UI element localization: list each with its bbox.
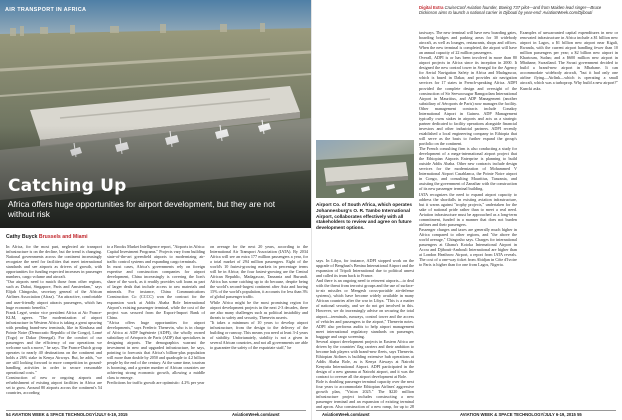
footer-left [6, 412, 128, 417]
byline [6, 234, 88, 240]
article-deck: Africa offers huge opportunities for airport development, but they are not without risk [8, 199, 276, 220]
footer-url-right[interactable]: AviationWeek.com/awst [322, 412, 370, 417]
footer-rule-left [6, 410, 306, 411]
footer-right [460, 412, 582, 417]
body-column-4-bottom: says. In Libya, for instance, ADPI stopped work on the upgrade of Benghazi's Benina International Airport and the expansion of Tripoli International due to political unrest and called its team back to France. And there is an ongoing need to reinvent airports—to deal with the threat from terrorist groups and the use of surface-to-air missiles or Mengesh cross-portable air-defense systems), which have become widely available in many African countries after the war in Libya. "This is a matter of national security, and we do not get involved in this. However, we do increasingly advise on securing the total airport—terminals, runways, control tower and the access of vehicles and passengers to the airport," Thenevin notes. ADPI also performs audits to help airport management meet international regulatory standards on passenger, baggage and cargo screening. Several airport development projects in Eastern Africa are driven by the countries' flag carriers and their ambition to become hub players with brand-new fleets, says Thenevin. Ethiopian Airlines is building extensive hub operations at Addis Ababa Bole, as is Kenya Airways at Nairobi Kenyatta International Airport. ADPI participated in the design of a new gamma at Nairobi airport, and it was the contract to oversee all the airport development at Bole. Bole is doubling passenger terminal capacity over the next four years to accommodate Ethiopian Airlines' aggressive growth plan, "Vision 2025." The $220 million infrastructure project includes constructing a new passenger terminal and an expansion of existing terminal and apron. Also construction of a new ramp, for up to 28 [316, 258, 414, 410]
page-number-right: 55 [577, 412, 582, 417]
photo-caption: Airport Co. of South Africa, which operates Johannesburg's O. R. Tambo International Airport, collaborates effectively with all stakeholders to review and agree on future development options. [316, 202, 412, 231]
page-number-left: 54 [6, 412, 11, 417]
section-tag: AIR TRANSPORT IN AFRICA [5, 7, 87, 13]
magazine-credit-right: AVIATION WEEK & SPACE TECHNOLOGY/JULY 6-19, 2015 [460, 412, 576, 417]
body-column-2: to a Brooks Market Intelligence report, "Airports in Africa: Capital Investment Programs." Projects vary from building state-of-the-art greenfield airports to modernizing air-traffic control systems and expanding cargo terminals. In most cases, Africa's governments rely on foreign expertise and construction companies for airport development, China increasingly is covering the lion's share of the work, as it readily provides soft loans as part of larger deals that include access to raw materials and minerals. For instance, China Communications Construction Co (CCCC) won the contract for the expansion work at Addis Ababa Bole International Airport's existing passenger terminal, while the cost of the project was secured from the Export-Import Bank of China. "Africa offers huge opportunities for airport developments," says Frederic Thenevin, who is in charge of Africa at ADP Ingénierie (ADPI), the wholly owned subsidiary of Aéroports de Paris (ADP) that specializes in designing airports. The demographics warrant the investment in new and upgraded infrastructure, he says, pointing to forecasts that Africa's billion-plus population will more than double by 2050 and quadruple to 4.2 billion people by the end of the century. At the same time, tourism is booming, and a greater number of African countries are achieving strong economic growth, allowing a middle class to emerge. Predictions for traffic growth are optimistic: 4.2% per year [107, 244, 205, 386]
body-column-5: taxiways. The new terminal will have new boarding gates, boarding bridges and parking areas for 30 widebody aircraft, as well as lounges, restaurants, shops and offices. When the new terminal is completed, the airport will have an annual capacity of 22 million passengers. Overall, ADPI is or has been involved in more than 80 airport projects in Africa since its inception in 2000. It designed the new control tower in Senegal for the Agency for Aerial Navigation Safety in Africa and Madagascar, which is based in Dakar, and provides air navigation services for 17 states in French-speaking Africa. ADPI provided the complete design and oversight of the construction of Sir Seewoosagur Ramgoolam International Airport in Mauritius, and ADP Management (another subsidiary of Aéroports de Paris) now manages the facility. Other management contracts include Conakry International Airport in Guinea. ADP Management typically owns stakes in airports and acts as a strategic partner dedicated to facility operations alongside financial investors and other industrial partners. ADPI recently established a local engineering company in Ethiopia that will serve as the basis to further expand the group's portfolio on the continent. The French consulting firm is also conducting a study for development of a mega-international airport project that the Ethiopian Airports Enterprise is planning to build outside Addis Ababa. Other new contracts include design services for the modernization of Mohammed V International Airport Casablanca, the Pointe Noire airport in Congo, and consulting Mauritius, Tanzania, and assisting the government of Zanzibar with the construction of its new passenger terminal building. IATA recognizes the need to expand airport capacity to address the shortfalls in existing aviation infrastructure, but it warns against "trophy projects," undertaken for the sake of national pride rather than to meet a real need. Aviation infrastructure must be approached as a long-term commitment, funded in a manner that does not burden airlines and their passengers. Passenger charges and taxes are generally much higher in Africa compared to other regions, and "the above the world average," Chingosho says. Charges for international passengers at Ghana's Kotoka International Airport in Accra and Djibouti-Ambouli International are higher than at London Heathrow Airport, a report from IATA reveals. The cost of a one-way ticket from Abidjan in Côte d'Ivoire to Paris is higher than for one from Lagos, Nigeria. [419, 30, 517, 268]
digital-extra-text: CruiseConf Aviation founder, Boeing 737 pilot—and from Maiden lead singer—Bruce Dickinson aims to launch a national carrier in Djibouti by year-end: AviationWeek.com/Djibouti [419, 5, 602, 16]
digital-extra-kicker: Digital Extra [419, 5, 444, 10]
magazine-credit-left: AVIATION WEEK & SPACE TECHNOLOGY/JULY 6-19, 2015 [11, 412, 128, 417]
article-headline: Catching Up [8, 176, 127, 196]
terminal-inset-photo [316, 140, 414, 198]
body-column-6: Examples of unwarranted capital expenditures in new or renovated infrastructure in Africa include a $1 billion new airport in Lagos, a $1 billion new airport near Kigali, Rwanda, with the current airport handling fewer than 10 million passengers per year; a $2 billion new airport in Khartoum, Sudan; and a $600 million new airport in Mbabane, Swaziland. The Swazi government decided to build a brand-new airport in Mbabane. It can accommodate widebody aircraft, "but it had only one airline flying—Airlink—which is operating a small aircraft, which was a turboprop. Why build a new airport?" Kuncki asks. [520, 30, 618, 91]
airport-aerial-photo [0, 0, 311, 228]
byline-author: Cathy Buyck [6, 234, 38, 240]
footer-url-left[interactable]: AviationWeek.com/awst [232, 412, 280, 417]
page-gutter [311, 0, 312, 420]
byline-location: Brussels and Miami [38, 234, 88, 240]
footer-rule-right [316, 410, 616, 411]
body-column-3: on average for the next 20 years, according to the International Air Transport Association (IATA). By 2034 Africa will see an extra 177 million passengers a year, for a total market of 294 million passengers. Eight of the world's 10 fastest-growing markets in percentage terms will be in Africa; the four fastest-growing are the Central African Republic, Madagascar, Tanzania and Burundi. Africa has some catching up to do because, despite being the world's second-largest continent after Asia and having 15% of the world's population, it accounts for less than 3% of global passenger traffic. While Africa might be the most promising region for airport development projects in the next 2-3 decades, there are also many challenges such as political instability and threats to safety and security, Thenevin asserts. "It takes a minimum of 10 years to develop airport infrastructure, from the design to the delivery of the building or runway. This means you need at least 3-4 years of stability. Unfortunately, stability is not a given in several African countries, and not all governments are able to guarantee the safety of the expatriate staff," he [210, 244, 308, 350]
digital-extra-note [419, 5, 619, 15]
terminal-illustration [316, 140, 414, 198]
body-column-1: In Africa, for the most part, neglected air transport infrastructure is on the decline, but the trend is changing. National governments across the continent increasingly recognize the need for facilities that meet international standards and see airports as drivers of growth, with opportunities for funding expected increases in passenger numbers, cargo volume and aircraft. "Our airports need to match those from other regions, such as Dubai, Singapore, Paris and Amsterdam," says Elijah Chingosho, secretary general of the African Airlines Association (Afraa). "An attractive, comfortable and user-friendly airport attracts passengers, which has huge economic benefits." Frank Legré, senior vice president Africa at Air France-KLM, agrees. "The modernization of airport infrastructure in Western Africa is taking a great upswing with pending brand-new terminals, like in Kinshasa and Pointe Noire (Democratic Republic of the Congo), Lomé (Togo) or Dakar (Senegal). For the comfort of our passengers and the efficiency of our operations we welcome such a move," he says. The France-Dutch group operates to nearly 40 destinations on the continent and holds a 26% stake in Kenya Airways. But, he adds, "we are still looking forward to more competition in ground-handling activities in order to secure reasonable operational costs." Construction of new or ongoing airports and refurbishment of existing airport facilities in Africa are set to grow. Around 80 airports across the continent's 54 countries, according [6, 244, 102, 396]
